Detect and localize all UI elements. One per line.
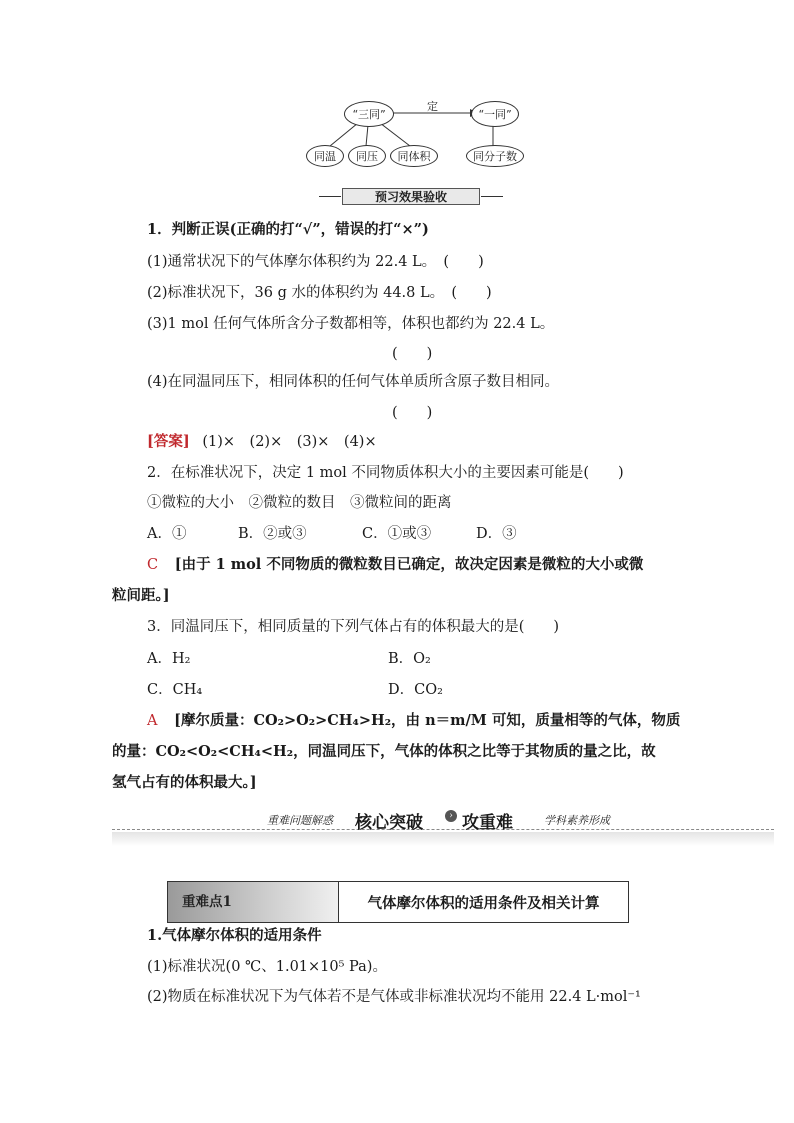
body-paragraph-2: (2)物质在标准状况下为气体若不是气体或非标准状况均不能用 22.4 L·mol⁻¹ [147,989,641,1005]
q1-item-4: (4)在同温同压下，相同体积的任何气体单质所含原子数目相同。 [147,374,560,390]
condition-label: 同压 [356,150,378,163]
key-point-tag-cell [168,882,339,922]
q3-explanation-2: 的量：CO₂<O₂<CH₄<H₂，同温同压下，气体的体积之比等于其物质的量之比，故 [112,743,656,760]
q2-explanation-2: 粒间距。] [112,587,170,604]
q1-stem: 1．判断正误(正确的打“√”，错误的打“×”) [147,221,429,238]
one-same-oval [471,101,519,127]
section-arrow-icon: › [445,810,457,822]
q2-option-c: C．①或③ [362,526,432,542]
section-right-label: 学科素养形成 [544,814,610,827]
q2-answer-letter: C [147,557,159,573]
key-point-title-cell [339,882,628,922]
one-same-label: “一同” [478,108,512,121]
three-same-label: “三同” [352,108,386,121]
q1-item-1: (1)通常状况下的气体摩尔体积约为 22.4 L。 ( ) [147,254,484,270]
section-title-2: 攻重难 [462,813,513,833]
section-shade [112,832,774,846]
section-rule [112,829,774,830]
condition-oval-temperature [306,145,344,167]
result-oval [466,145,524,167]
q1-item-3-paren: ( ) [392,346,433,362]
condition-label: 同温 [314,150,336,163]
preview-banner-label: 预习效果验收 [374,190,447,204]
q2-option-b: B．②或③ [238,526,307,542]
q3-explanation-text: [摩尔质量：CO₂>O₂>CH₄>H₂，由 n＝m/M 可知，质量相等的气体，物质 [174,712,681,729]
q1-item-4-paren: ( ) [392,405,433,421]
key-point-title: 气体摩尔体积的适用条件及相关计算 [367,894,600,912]
answer-tag: [答案] [147,433,190,450]
section-left-label: 重难问题解惑 [267,814,333,827]
condition-oval-pressure [348,145,386,167]
q2-factors: ①微粒的大小 ②微粒的数目 ③微粒间的距离 [147,495,452,511]
body-paragraph-1: (1)标准状况(0 ℃、1.01×10⁵ Pa)。 [147,959,387,975]
q3-explanation-1 [147,711,680,731]
q3-answer-letter: A [147,713,158,729]
q1-answer [147,432,377,452]
section-bar [112,808,774,832]
condition-label: 同体积 [397,150,431,163]
q2-option-d: D．③ [476,526,517,542]
q3-explanation-3: 氢气占有的体积最大。] [112,774,257,791]
q3-option-c: C．CH₄ [147,682,203,698]
result-label: 同分子数 [473,150,517,163]
q2-stem: 2．在标准状况下，决定 1 mol 不同物质体积大小的主要因素可能是( ) [147,465,624,481]
q1-item-3: (3)1 mol 任何气体所含分子数都相等，体积也都约为 22.4 L。 [147,316,555,332]
body-heading: 1.气体摩尔体积的适用条件 [147,927,322,944]
section-title-1: 核心突破 [355,813,423,833]
q2-explanation-text: [由于 1 mol 不同物质的微粒数目已确定，故决定因素是微粒的大小或微 [174,556,644,573]
arrow-label: 定 [427,100,438,113]
q3-option-b: B．O₂ [388,651,431,667]
answer-text: (1)× (2)× (3)× (4)× [202,434,377,450]
q1-item-2: (2)标准状况下，36 g 水的体积约为 44.8 L。 ( ) [147,285,492,301]
q2-explanation-1 [147,555,643,575]
key-point-box [167,881,629,923]
condition-oval-volume [390,145,438,167]
q3-option-a: A．H₂ [147,651,191,667]
three-same-oval [344,101,394,127]
q2-option-a: A．① [147,526,187,542]
preview-banner [342,188,480,205]
q3-option-d: D．CO₂ [388,682,443,698]
key-point-tag: 重难点1 [182,894,232,910]
q3-stem: 3．同温同压下，相同质量的下列气体占有的体积最大的是( ) [147,619,560,635]
